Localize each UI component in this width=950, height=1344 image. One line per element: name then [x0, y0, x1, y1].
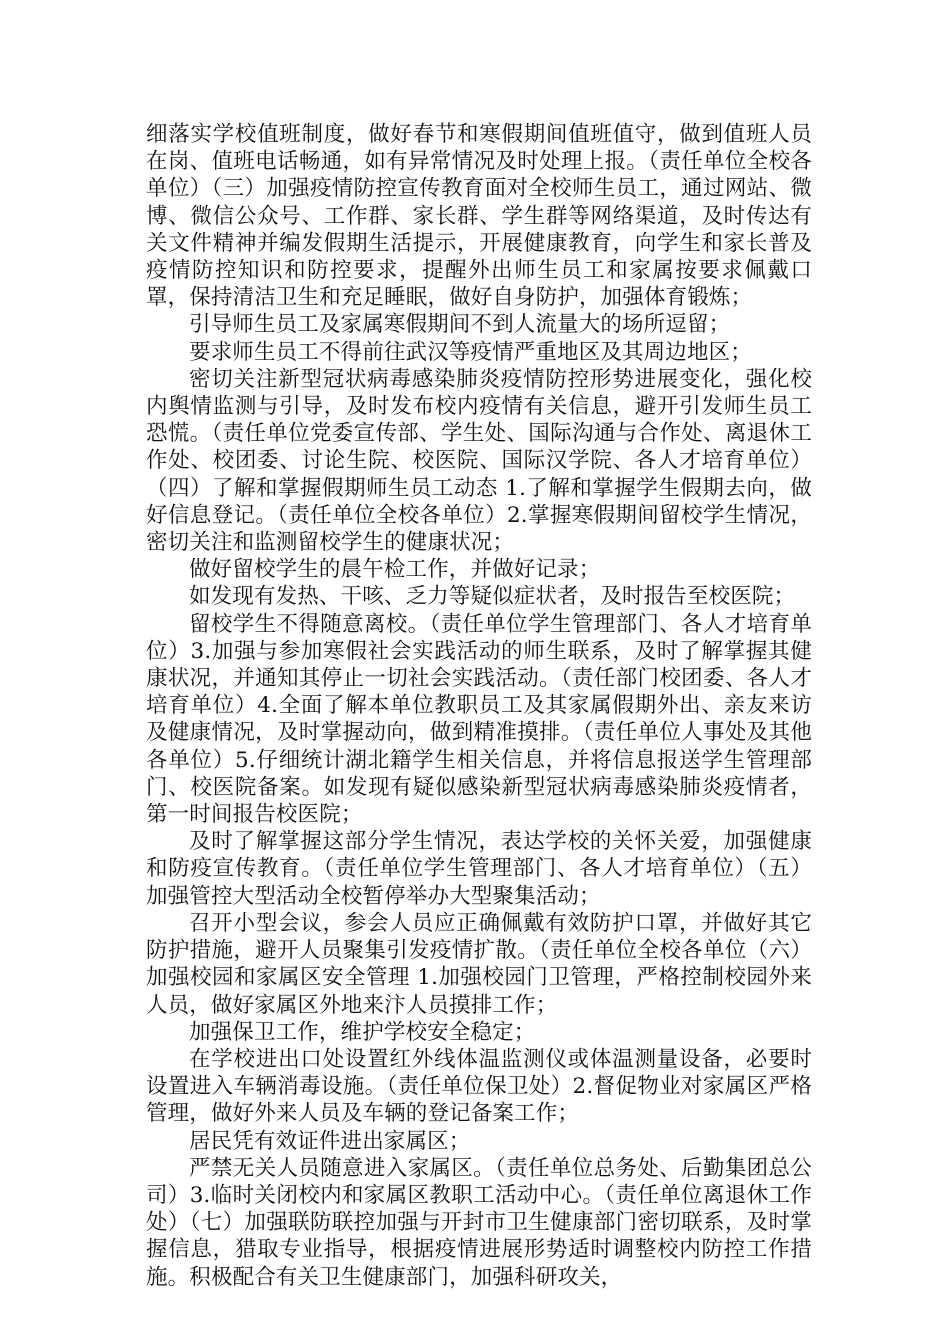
paragraph-5: 做好留校学生的晨午检工作，并做好记录； [189, 557, 601, 583]
paragraph-3: 要求师生员工不得前往武汉等疫情严重地区及其周边地区； [189, 339, 752, 365]
paragraph-9: 召开小型会议，参会人员应正确佩戴有效防护口罩，并做好其它防护措施，避开人员聚集引发疫情扩散。（责任单位全校各单位（六）加强校园和家属区安全管理 1.加强校园门卫管理，严格控制校园外来人员，做好家属区外地来汴人员摸排工作； [146, 910, 812, 1018]
paragraph-8: 及时了解掌握这部分学生情况，表达学校的关怀关爱，加强健康和防疫宣传教育。（责任单位学生管理部门、各人才培育单位）（五）加强管控大型活动全校暂停举办大型聚集活动； [146, 829, 812, 909]
paragraph-2: 引导师生员工及家属寒假期间不到人流量大的场所逗留； [189, 312, 731, 338]
paragraph-11: 在学校进出口处设置红外线体温监测仪或体温测量设备，必要时设置进入车辆消毒设施。（责任单位保卫处）2.督促物业对家属区严格管理，做好外来人员及车辆的登记备案工作； [146, 1046, 812, 1127]
paragraph-12: 居民凭有效证件进出家属区； [189, 1128, 471, 1154]
paragraph-6: 如发现有发热、干咳、乏力等疑似症状者，及时报告至校医院； [189, 584, 796, 610]
paragraph-10: 加强保卫工作，维护学校安全稳定； [189, 1019, 536, 1045]
paragraph-1: 细落实学校值班制度，做好春节和寒假期间值班值守，做到值班人员在岗、值班电话畅通，如有异常情况及时处理上报。（责任单位全校各单位）（三）加强疫情防控宣传教育面对全校师生员工，通过网站、微博、微信公众号、工作群、家长群、学生群等网络渠道，及时传达有关文件精神并编发假期生活提示，开展健康教育，向学生和家长普及疫情防控知识和防控要求，提醒外出师生员工和家属按要求佩戴口罩，保持清洁卫生和充足睡眠，做好自身防护，加强体育锻炼； [146, 122, 812, 311]
paragraph-4: 密切关注新型冠状病毒感染肺炎疫情防控形势进展变化，强化校内舆情监测与引导，及时发布校内疫情有关信息，避开引发师生员工恐慌。（责任单位党委宣传部、学生处、国际沟通与合作处、离退休工作处、校团委、讨论生院、校医院、国际汉学院、各人才培育单位）（四）了解和掌握假期师生员工动态 1.了解和掌握学生假期去向，做好信息登记。（责任单位全校各单位）2.掌握寒假期间留校学生情况，密切关注和监测留校学生的健康状况； [146, 366, 812, 556]
document-body [146, 121, 812, 1291]
paragraph-7: 留校学生不得随意离校。（责任单位学生管理部门、各人才培育单位）3.加强与参加寒假社会实践活动的师生联系，及时了解掌握其健康状况，并通知其停止一切社会实践活动。（责任部门校团委、各人才培育单位）4.全面了解本单位教职员工及其家属假期外出、亲友来访及健康情况，及时掌握动向，做到精准摸排。（责任单位人事处及其他各单位）5.仔细统计湖北籍学生相关信息，并将信息报送学生管理部门、校医院备案。如发现有疑似感染新型冠状病毒感染肺炎疫情者，第一时间报告校医院； [146, 611, 812, 828]
paragraph-13: 严禁无关人员随意进入家属区。（责任单位总务处、后勤集团总公司）3.临时关闭校内和家属区教职工活动中心。（责任单位离退休工作处）（七）加强联防联控加强与开封市卫生健康部门密切联系，及时掌握信息，猎取专业指导，根据疫情进展形势适时调整校内防控工作措施。积极配合有关卫生健康部门，加强科研攻关， [146, 1155, 812, 1290]
